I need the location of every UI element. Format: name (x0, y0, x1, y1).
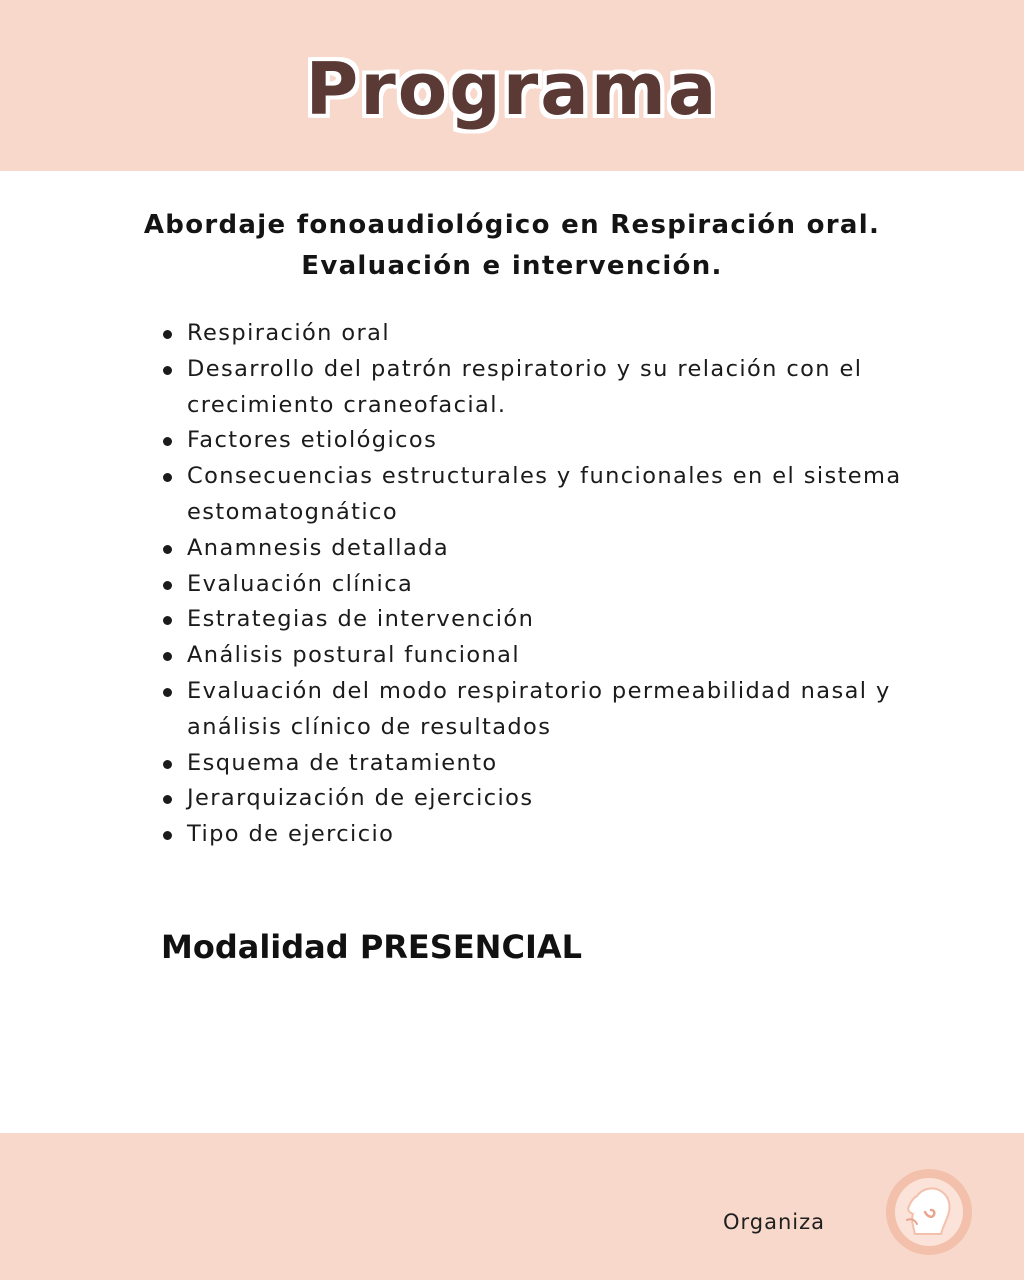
topic-text: Consecuencias estructurales y funcionales en el sistema estomatognático (187, 463, 902, 525)
topic-text: Evaluación del modo respiratorio permeabilidad nasal y análisis clínico de resultados (187, 677, 891, 740)
bullet-icon (163, 437, 172, 446)
face-profile-logo-icon (885, 1168, 973, 1256)
topic-text: Factores etiológicos (187, 427, 438, 454)
topic-text: Anamnesis detallada (187, 534, 450, 561)
footer-band (0, 1133, 1024, 1280)
topic-list-item (160, 674, 990, 746)
topic-text: Evaluación clínica (187, 570, 414, 597)
topic-list-item (160, 459, 990, 531)
topic-list-item (160, 423, 990, 459)
topic-text: Respiración oral (187, 320, 391, 346)
topic-list-item (160, 602, 990, 638)
course-heading-line-1: Abordaje fonoaudiológico en Respiración oral. (143, 210, 881, 240)
topic-text: Desarrollo del patrón respiratorio y su relación con el crecimiento craneofacial. (187, 355, 863, 418)
topic-text: Esquema de tratamiento (187, 749, 498, 776)
topic-list-item (160, 746, 990, 782)
bullet-icon (163, 581, 172, 590)
bullet-icon (163, 688, 172, 697)
topic-list (160, 316, 990, 853)
bullet-icon (163, 831, 172, 840)
modality-label: Modalidad PRESENCIAL (161, 928, 582, 966)
bullet-icon (163, 330, 172, 339)
page-title: Programa (305, 47, 719, 131)
bullet-icon (163, 795, 172, 804)
topic-list-item (160, 531, 990, 567)
topic-list-item (160, 638, 990, 674)
bullet-icon (163, 366, 172, 375)
topic-list-item (160, 316, 990, 352)
course-heading-line-2: Evaluación e intervención. (301, 251, 723, 281)
topic-text: Tipo de ejercicio (187, 821, 395, 848)
bullet-icon (163, 652, 172, 661)
topic-text: Estrategias de intervención (187, 606, 535, 633)
topic-text: Jerarquización de ejercicios (187, 785, 534, 812)
topic-list-item (160, 781, 990, 817)
organizer-label: Organiza (723, 1210, 826, 1234)
course-heading (80, 205, 944, 287)
topic-list-item (160, 352, 990, 424)
bullet-icon (163, 760, 172, 769)
bullet-icon (163, 473, 172, 482)
bullet-icon (163, 616, 172, 625)
topic-list-item (160, 817, 990, 853)
topic-text: Análisis postural funcional (187, 642, 521, 669)
bullet-icon (163, 545, 172, 554)
topic-list-item (160, 567, 990, 603)
